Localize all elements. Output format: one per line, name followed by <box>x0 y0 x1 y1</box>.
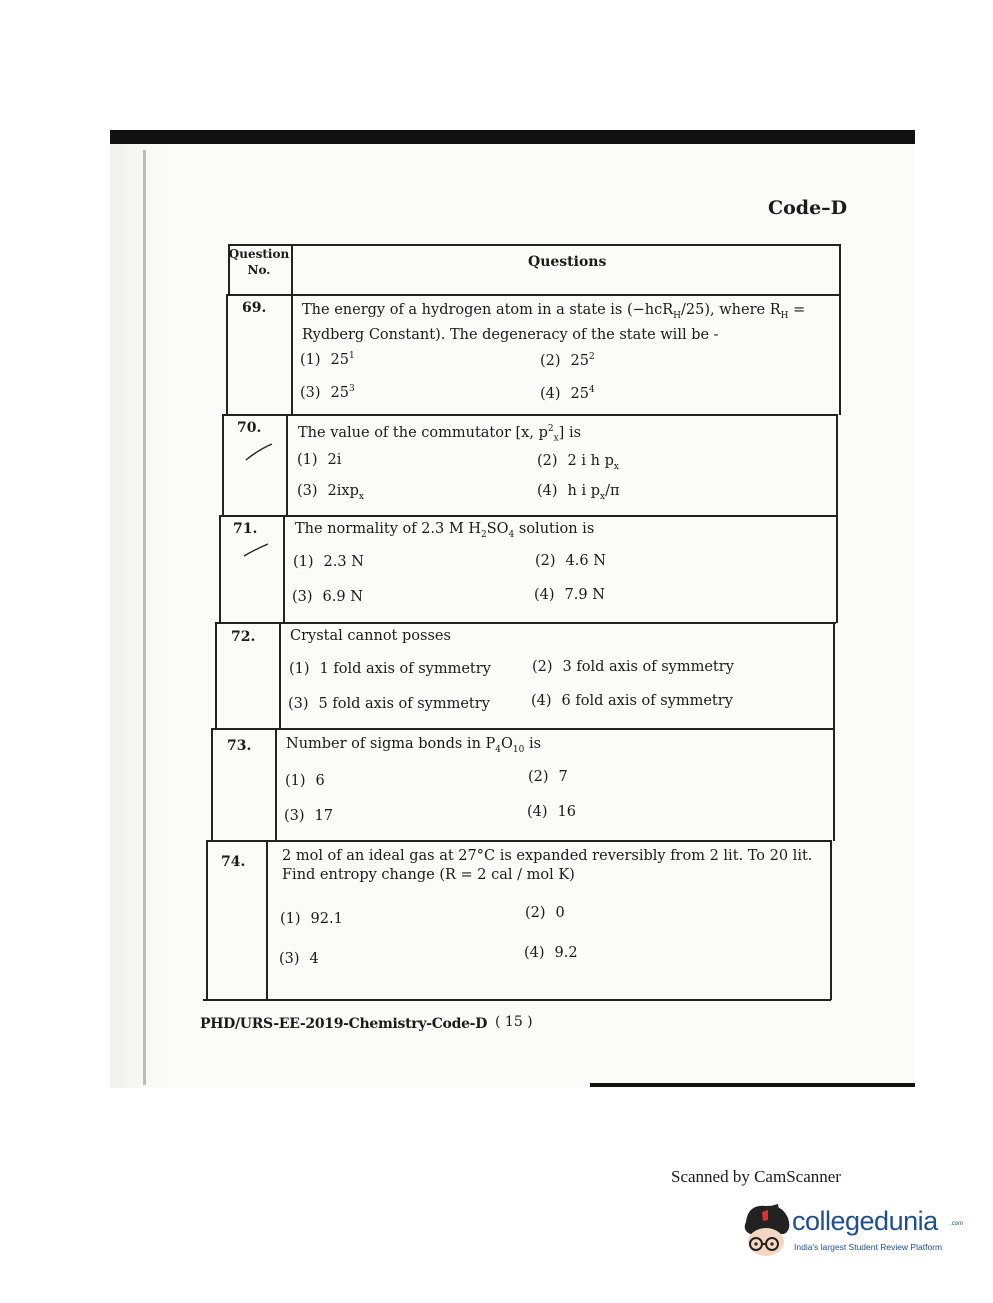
option-4: (4) 16 <box>527 804 576 820</box>
option-3: (3) 6.9 N <box>292 589 363 605</box>
collegedunia-logo-text: collegedunia <box>792 1206 938 1236</box>
question-number: 69. <box>242 300 267 316</box>
option-4: (4) $25^4$ <box>540 385 595 402</box>
col1-left-border-g <box>206 840 208 1000</box>
option-2: (2) 7 <box>528 769 568 785</box>
option-4: (4) h i $p_x/\pi$ <box>537 483 620 502</box>
page-number: ( 15 ) <box>495 1014 533 1030</box>
col1-left-border-e <box>215 622 217 729</box>
option-2: (2) 4.6 N <box>535 553 606 569</box>
option-1: (1) 2.3 N <box>293 554 364 570</box>
question-stem: 2 mol of an ideal gas at 27°C is expanded reversibly from 2 lit. To 20 lit. Find entropy change (R = 2 cal / mol K) <box>282 848 813 883</box>
option-3: (3) 2ixp$_x$ <box>297 483 364 502</box>
option-1: (1) 6 <box>285 773 325 789</box>
question-number: 70. <box>237 420 262 436</box>
row-border-69 <box>222 414 838 416</box>
binding-spine <box>143 150 146 1085</box>
collegedunia-tagline: India's largest Student Review Platform <box>794 1242 943 1252</box>
paper-code: Code–D <box>768 197 848 219</box>
question-stem: The value of the commutator [x, $p^2_x$] is <box>298 424 582 444</box>
question-number: 72. <box>231 629 256 645</box>
page-top-border <box>110 130 915 144</box>
right-border-c <box>833 622 835 841</box>
pen-tick-mark-icon <box>244 442 274 462</box>
pen-tick-mark-icon <box>242 542 270 558</box>
option-3: (3) 17 <box>284 808 333 824</box>
col1-left-border-d <box>219 515 221 623</box>
question-number: 73. <box>227 738 252 754</box>
collegedunia-mascot-icon <box>738 1200 794 1260</box>
col-divider-c <box>283 515 285 623</box>
paper-footer-code: PHD/URS-EE-2019-Chemistry-Code-D <box>200 1016 488 1032</box>
questions-header: Questions <box>528 254 607 270</box>
option-3: (3) $25^3$ <box>300 384 355 401</box>
question-stem: Number of sigma bonds in $P_4O_{10}$ is <box>286 736 542 755</box>
table-top-border <box>228 244 840 246</box>
col-divider-d <box>279 622 281 729</box>
right-border-a <box>839 244 841 415</box>
row-border-71 <box>216 622 836 624</box>
option-2: (2) 2 i h $p_x$ <box>537 453 619 472</box>
option-1: (1) 92.1 <box>280 911 343 927</box>
col1-left-border-f <box>211 728 213 841</box>
option-3: (3) 5 fold axis of symmetry <box>288 696 490 712</box>
right-border-d <box>830 840 832 1000</box>
collegedunia-logo-com: .com <box>950 1221 964 1227</box>
col1-left-border-b <box>226 294 228 415</box>
question-number: 71. <box>233 521 258 537</box>
col1-left-border-c <box>222 414 224 516</box>
scanner-watermark: Scanned by CamScanner <box>671 1167 841 1186</box>
page-left-edge-shadow <box>110 144 172 1088</box>
option-1: (1) $25^1$ <box>300 351 355 368</box>
option-4: (4) 9.2 <box>524 945 578 961</box>
option-1: (1) 1 fold axis of symmetry <box>289 661 491 677</box>
question-stem: The normality of 2.3 M $H_2SO_4$ solution is <box>295 521 595 540</box>
option-2: (2) 0 <box>525 905 565 921</box>
table-bottom-border <box>203 999 831 1001</box>
question-no-header: Question No. <box>228 247 290 277</box>
option-4: (4) 7.9 N <box>534 587 605 603</box>
right-border-b <box>836 414 838 623</box>
question-stem: Crystal cannot posses <box>290 628 451 644</box>
question-number: 74. <box>221 854 246 870</box>
option-2: (2) $25^2$ <box>540 352 595 369</box>
page-bottom-border <box>590 1083 915 1087</box>
question-stem: The energy of a hydrogen atom in a state is (−hcR$_H$/25), where $R_H$ = Rydberg Constant). The degeneracy of the state will be - <box>302 302 806 343</box>
col-divider-e <box>275 728 277 841</box>
option-2: (2) 3 fold axis of symmetry <box>532 659 734 675</box>
row-border-72 <box>212 728 834 730</box>
option-4: (4) 6 fold axis of symmetry <box>531 693 733 709</box>
row-border-70 <box>219 515 837 517</box>
option-3: (3) 4 <box>279 951 319 967</box>
header-row-border <box>226 294 840 296</box>
col-divider-f <box>266 840 268 1000</box>
row-border-73 <box>208 840 832 842</box>
col-divider-a <box>291 244 293 415</box>
col-divider-b <box>286 414 288 516</box>
option-1: (1) 2i <box>297 452 342 468</box>
